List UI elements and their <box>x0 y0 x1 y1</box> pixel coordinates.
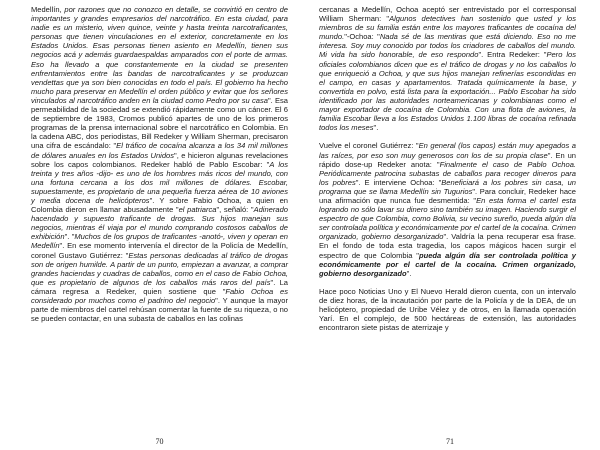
text-run: ". <box>406 268 412 278</box>
text-run: . Escobar, supuestamente, es propietario de una pequeña fuerza aérea de 10 aviones y media docena de helicópteros <box>31 177 288 205</box>
text-run: Fabio Ochoa es considerado por muchos como el padrino del negocio <box>31 286 288 305</box>
text-run: ". " <box>64 232 75 242</box>
text-run: por razones que no conozco en detalle, se convirtió en centro de importantes y grandes empresarios del narcotráfico. En esta ciudad, para nadie es un misterio, viven quince, veinte y hasta treinta narcotraficantes, personas que tienen vinculaciones en el exterior, concretamente en los Estados Unidos. Esas personas tienen asiento en Medellín, tienen sus negocios acá y además guardaespaldas amparados con el porte de armas. <box>31 5 288 60</box>
text-run: Medellín, <box>31 5 65 14</box>
paragraph <box>31 5 288 323</box>
text-run: ", e hicieron algunas revelaciones sobre los capos colombianos. Redeker habló de Pablo Escobar: " <box>31 150 288 169</box>
text-run: En general (los capos) están muy apegados a las raíces, por eso son muy generosos con los de su propia clase <box>319 141 577 160</box>
text-run: En esta forma el cartel esta logrando no sólo lavar su dinero sino también su imagen. Haciendo surgir el espectro de que Colombia, como Bolivia, su vecino sureño, pueda algún día ser controlada política y económicamente por el cartel de la cocaína. Crimen organizado, gobierno desorganizado <box>319 195 576 242</box>
paragraph <box>319 141 576 277</box>
text-run: ". En un rápido dose-up Redeker anota: " <box>319 150 576 169</box>
paragraph <box>319 287 576 332</box>
text-run: ". <box>373 123 379 133</box>
text-run: ", señaló: " <box>216 205 254 215</box>
text-run: ". E interviene Ochoa: " <box>355 177 442 187</box>
text-run: ". Esa permeabilidad de la sociedad se extendió rápidamente como un cáncer. El 6 de septiembre de 1983, Cromos publicó apartes de uno de los primeros programas de la prensa internacional sobre el narcotráfico en Colombia. En la cadena ABC, dos periodistas, Bill Redeker y William Sherman, precisaron una cifra de escándalo: " <box>31 95 288 151</box>
text-run: Hace poco Noticias Uno y El Nuevo Herald dieron cuenta, con un intervalo de diez horas, de la incautación por parte de la Policía y de la DEA, de un helicóptero, propiedad de Uribe Vélez y de otros, en la llamada operación Yarí. En el complejo, de 500 hectáreas de extensión, las autoridades encontraron siete pistas de aterrizaje y <box>319 286 576 333</box>
text-run: ". En ese momento intervenía el director de la Policía de Medellín, coronel Gustavo Gutiérrez: " <box>31 241 288 260</box>
text-run: Eso ha llevado a que constantemente en la ciudad se presenten enfrentamientos entre las bandas de narcotraficantes y se produzcan vendettas que ya son bien conocidas en todo el país. El gobierno ha hecho mucho para preservar en Medellín el orden público y evitar que los señores vinculados al narcotráfico anden en la ciudad como Pedro por su casa <box>31 59 288 105</box>
right-page-number: 71 <box>446 437 454 446</box>
text-run: Muchos de los grupos de traficantes -anotó-, viven y operan en Medellín <box>31 232 288 251</box>
right-page <box>300 0 600 450</box>
left-page-number: 70 <box>155 437 164 446</box>
text-run: ". Y aunque la mayor parte de miembros del cartel rehúsan comentar la fuente de su riqueza, o no se pueden contactar, en una subasta de caballos en las colinas <box>31 296 288 324</box>
text-run: Pero los oficiales colombianos dicen que es el tráfico de drogas y no los caballos lo que enriqueció a Ochoa, y que sus hijos manejan refinerías escondidas en el campo, en casas y apartamentos. Tratada químicamente la base, y convertida en polvo, está lista para la exportación... Pablo Escobar ha sido identificado por las autoridades norteamericanas y colombianas como el mayor exportador de cocaína de Colombia. Con una flota de aviones, la familia Escobar lleva a los Estados Unidos 1.100 libras de cocaína refinada todos los meses <box>319 50 576 133</box>
text-run: ". La cámara regresa a Redeker, quien sostiene que " <box>31 277 288 296</box>
text-run: cercanas a Medellín, Ochoa aceptó ser entrevistado por el corresponsal William Sherman: " <box>319 5 576 24</box>
text-run: pueda algún día ser controlada política y económicamente por el cartel de la cocaína. Crimen organizado, gobierno desorganizado <box>319 250 576 278</box>
text-run: "-Ochoa: " <box>344 32 380 42</box>
left-page-text <box>31 5 288 323</box>
text-run: El tráfico de cocaína alcanza a los 34 mil millones de dólares anuales en los Estados Unidos <box>31 141 288 160</box>
text-run: ". Valdría la pena recuperar esa frase. En el fondo de toda esta tragedia, los capos mágicos hacen surgir el espectro de que Colombia " <box>319 232 576 260</box>
text-run: Vuelve el coronel Gutiérrez: " <box>319 141 419 151</box>
text-run: ". Y sobre Fabio Ochoa, a quien en Colombia dieron en llamar abusadamente " <box>31 195 288 215</box>
text-run: Adinerado hacendado y supuesto traficante de drogas. Sus hijos manejan sus negocios, mientras él viaja por el mundo comprando costosos caballos de exhibición <box>31 205 288 242</box>
text-run: Beneficiará a los pobres sin casa, un programa que se llama Medellín sin Tugurios <box>319 177 576 196</box>
text-run: Finalmente el caso de Pablo Ochoa. Periódicamente patrocina subastas de caballos para recoger dineros para los pobres <box>319 159 576 187</box>
text-run: Estas personas dedicadas al tráfico de drogas son de origen humilde. A partir de un punto, empiezan a avanzar, a comprar grandes haciendas y cuadras de caballos, como en el caso de Fabio Ochoa, que es propietario de algunos de los caballos más raros del país <box>31 250 288 287</box>
text-run: ". Para concluir, Redeker hace una afirmación que nunca fue desmentida: " <box>319 186 576 205</box>
text-run: el patriarca <box>178 205 217 215</box>
text-run: Algunos detectives han sostenido que usted y los miembros de su familia están entre los mayores traficantes de cocaína del mundo. <box>319 14 577 42</box>
right-page-text <box>319 5 576 332</box>
text-run: A los treinta y tres años -dijo- es uno de los hombres más ricos del mundo, con una fortuna cercana a los dos mil millones de dólares <box>31 159 289 187</box>
text-run: Nada sé de las mentiras que está diciendo. Eso no me interesa. Soy muy conocido por todos los criadores de caballos del mundo. Mi vida ha sido honorable, de eso respondo <box>319 32 576 60</box>
paragraph <box>319 5 576 132</box>
text-run: ". Entra Redeker: " <box>478 50 547 60</box>
